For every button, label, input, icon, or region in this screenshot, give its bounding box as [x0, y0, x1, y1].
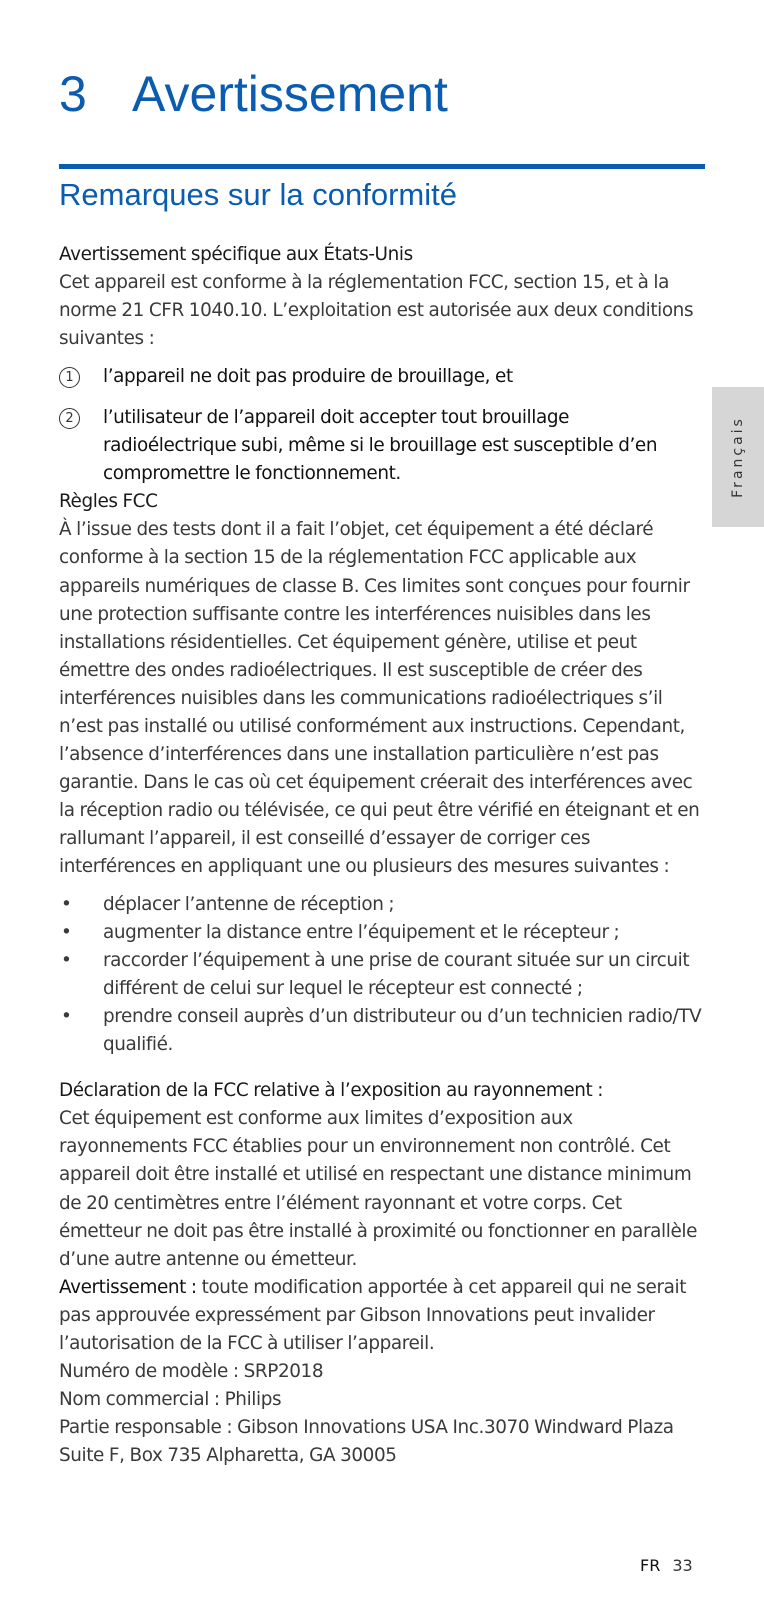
condition-item: 2 l’utilisateur de l’appareil doit accepter tout brouillage radioélectrique subi, même si le brouillage est susceptible d’en compromettre le fonctionnement.	[59, 404, 705, 488]
circled-number: 2	[59, 408, 80, 429]
measures-list	[59, 891, 705, 1059]
language-tab-label: Français	[730, 416, 746, 498]
fcc-rules-heading: Règles FCC	[59, 491, 158, 513]
us-warning-heading: Avertissement spécifique aux États-Unis	[59, 244, 413, 265]
circled-number: 1	[59, 367, 80, 388]
condition-item: 1 l’appareil ne doit pas produire de brouillage, et	[59, 363, 705, 391]
us-warning-text: Cet appareil est conforme à la réglementation FCC, section 15, et à la norme 21 CFR 1040.10. L’exploitation est autorisée aux deux conditions suivantes :	[59, 272, 694, 350]
page-footer	[640, 1556, 693, 1575]
warning-label: Avertissement :	[59, 1276, 197, 1298]
chapter-number: 3	[59, 66, 87, 122]
language-tab	[712, 387, 764, 527]
list-item: • prendre conseil auprès d’un distributeur ou d’un technicien radio/TV qualifié.	[59, 1003, 705, 1059]
list-item: • augmenter la distance entre l’équipement et le récepteur ;	[59, 919, 705, 947]
section-title: Remarques sur la conformité	[59, 177, 457, 212]
modification-warning: Avertissement : toute modification apportée à cet appareil qui ne serait pas approuvée expressément par Gibson Innovations peut invalider l’autorisation de la FCC à utiliser l’appareil.	[59, 1276, 687, 1354]
page-number: 33	[672, 1556, 693, 1575]
chapter-title-text: Avertissement	[132, 66, 448, 122]
list-item: • raccorder l’équipement à une prise de courant située sur un circuit différent de celui sur lequel le récepteur est connecté ;	[59, 947, 705, 1003]
responsible-party: Partie responsable : Gibson Innovations USA Inc.3070 Windward Plaza Suite F, Box 735 Alpharetta, GA 30005	[59, 1416, 674, 1466]
model-number: Numéro de modèle : SRP2018	[59, 1360, 324, 1382]
document-body	[59, 241, 705, 1470]
chapter-title	[59, 62, 448, 126]
conditions-list	[59, 363, 705, 488]
title-divider	[59, 164, 705, 169]
exposure-text: Cet équipement est conforme aux limites d’exposition aux rayonnements FCC établies pour un environnement non contrôlé. Cet appareil doit être installé et utilisé en respectant une distance minimum de 20 centimètres entre l’élément rayonnant et votre corps. Cet émetteur ne doit pas être installé à proximité ou fonctionner en parallèle d’une autre antenne ou émetteur.	[59, 1108, 697, 1270]
exposure-heading: Déclaration de la FCC relative à l’exposition au rayonnement :	[59, 1080, 604, 1102]
footer-language: FR	[640, 1556, 661, 1575]
fcc-rules-text: À l’issue des tests dont il a fait l’objet, cet équipement a été déclaré conforme à la section 15 de la réglementation FCC applicable aux appareils numériques de classe B. Ces limites sont conçues pour fournir une protection suffisante contre les interférences nuisibles dans les installations résidentielles. Cet équipement génère, utilise et peut émettre des ondes radioélectriques. Il est susceptible de créer des interférences nuisibles dans les communications radioélectriques s’il n’est pas installé ou utilisé conformément aux instructions. Cependant, l’absence d’interférences dans une installation particulière n’est pas garantie. Dans le cas où cet équipement créerait des interférences avec la réception radio ou télévisée, ce qui peut être vérifié en éteignant et en rallumant l’appareil, il est conseillé d’essayer de corriger ces interférences en appliquant une ou plusieurs des mesures suivantes :	[59, 519, 700, 877]
list-item: • déplacer l’antenne de réception ;	[59, 891, 705, 919]
trade-name: Nom commercial : Philips	[59, 1388, 282, 1410]
